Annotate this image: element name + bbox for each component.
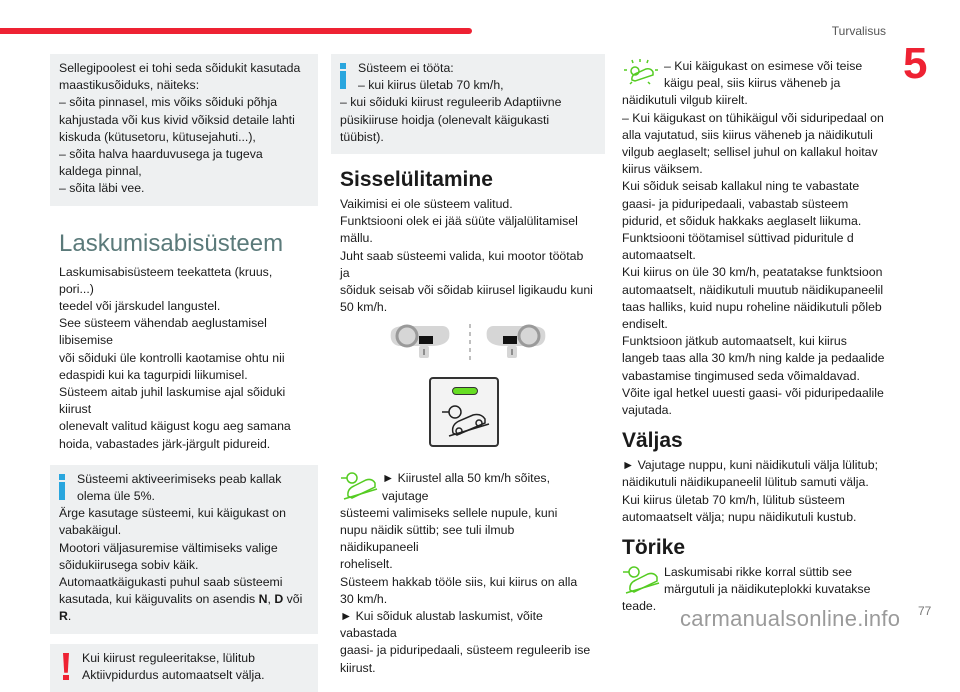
text-line: R. bbox=[59, 609, 72, 624]
column-3 bbox=[622, 54, 886, 616]
text-line: Süsteem aitab juhil laskumise ajal sõiduki kiirust bbox=[59, 385, 286, 417]
text-line: sõidukiirusega sobiv käik. bbox=[59, 557, 199, 572]
text-line: 50 km/h. bbox=[340, 300, 388, 315]
text-line: See süsteem vähendab aeglustamisel libisemise bbox=[59, 316, 267, 348]
text-line: – sõita läbi vee. bbox=[59, 181, 145, 196]
text-line: Mootori väljasuremise vältimiseks valige bbox=[59, 540, 278, 555]
text-line: Funktsioon jätkub automaatselt, kui kiirus bbox=[622, 334, 847, 349]
text-line: Kui kiirust reguleeritakse, lülitub bbox=[82, 650, 255, 665]
text-line: Süsteem ei tööta: bbox=[358, 61, 454, 75]
text-line: ► Vajutage nuppu, kuni näidikutuli välja lülitub; bbox=[622, 458, 878, 473]
switch-off-paragraph bbox=[622, 457, 886, 526]
text-line: Ärge kasutage süsteemi, kui käigukast on bbox=[59, 506, 286, 521]
text-line: püsikiiruse hoidja (olenevalt käigukasti bbox=[340, 112, 550, 127]
text-line: mällu. bbox=[340, 231, 373, 246]
text-line: kiirust. bbox=[340, 660, 376, 675]
text-line: vabakäigul. bbox=[59, 523, 122, 538]
flashing-behaviour bbox=[622, 58, 886, 419]
text-line: Laskumisabisüsteem teekatteta (kruus, pori...) bbox=[59, 264, 273, 296]
text-line: Aktiivpidurdus automaatselt välja. bbox=[82, 667, 265, 682]
dashboard-button-illustration bbox=[331, 320, 605, 470]
text-line: – kui kiirus ületab 70 km/h, bbox=[358, 78, 504, 93]
watermark: carmanualsonline.info bbox=[680, 606, 901, 631]
info-icon bbox=[59, 474, 65, 500]
text-line: gaasi- ja piduripedaali, süsteem reguleerib ise bbox=[340, 643, 591, 658]
text-line: tüübist). bbox=[340, 129, 384, 144]
text-line: kiirus väiksem. bbox=[622, 162, 703, 177]
text-line: endiselt. bbox=[622, 317, 668, 332]
text-line: teade. bbox=[622, 599, 657, 614]
hill-descent-car-icon bbox=[441, 403, 491, 437]
text-line: märgutuli ja näidikuteplokki kuvatakse bbox=[664, 582, 871, 597]
text-line: hoida, vabastades järk-järgult pidureid. bbox=[59, 436, 271, 451]
text-line: – sõita pinnasel, mis võiks sõiduki põhja bbox=[59, 95, 278, 110]
hill-descent-green-icon bbox=[340, 470, 378, 500]
text-line: sõiduk seisab või sõidab kiirusel ligikaudu kuni bbox=[340, 283, 593, 298]
text-line: edaspidi kui ka tagurpidi liikumisel. bbox=[59, 367, 248, 382]
text-line: Juht saab süsteemi valida, kui mootor töötab ja bbox=[340, 248, 584, 280]
text-line: – Kui käigukast on tühikäigul või siduripedaal on bbox=[622, 110, 884, 125]
chapter-accent-bar bbox=[0, 28, 472, 34]
section-title: Turvalisus bbox=[831, 24, 886, 38]
heading-sisselulitamine: Sisselülitamine bbox=[340, 168, 493, 192]
text-line: olema üle 5%. bbox=[77, 489, 155, 504]
text-line: Süsteemi aktiveerimiseks peab kallak bbox=[77, 471, 282, 486]
text-line: roheliselt. bbox=[340, 557, 393, 572]
text-line: süsteemi valimiseks sellele nupule, kuni bbox=[340, 505, 558, 520]
text-line: automaatselt välja; nupu näidikutuli kustub. bbox=[622, 509, 857, 524]
text-line: – Kui käigukast on esimese või teise bbox=[664, 59, 863, 73]
text-line: kiskuda (kütusetoru, kütusejahuti...), bbox=[59, 129, 256, 144]
switch-on-paragraph bbox=[331, 196, 605, 316]
text-line: kahjustada või kus kivid võiksid detaile lahti bbox=[59, 112, 295, 127]
warning-icon bbox=[62, 653, 70, 681]
text-line: Kui sõiduk seisab kallakul ning te vabastate bbox=[622, 179, 860, 194]
text-line: pidurid, et sõiduk hakkaks aeglaselt liikuma. bbox=[622, 213, 862, 228]
heading-valjas: Väljas bbox=[622, 429, 683, 453]
text-line: kasutada, kui käiguvalits on asendis N, D või bbox=[59, 592, 303, 607]
text-line: kaldega pinnal, bbox=[59, 164, 142, 179]
text-line: gaasi- ja piduripedaali, vabastab süsteem bbox=[622, 196, 849, 211]
text-line: Funktsiooni olek ei jää süüte väljalülitamisel bbox=[340, 214, 578, 229]
text-line: teedel või järskudel langustel. bbox=[59, 299, 221, 314]
text-line: 30 km/h. bbox=[340, 591, 388, 606]
text-line: – sõita halva haarduvusega ja tugeva bbox=[59, 147, 263, 162]
text-line: Sellegipoolest ei tohi seda sõidukit kasutada bbox=[59, 61, 301, 75]
text-line: ► Kiirustel alla 50 km/h sõites, vajutage bbox=[382, 471, 550, 503]
text-line: vilgub aeglaselt; sellisel juhul on kallakul hoitav bbox=[622, 145, 878, 160]
text-line: Süsteem hakkab tööle siis, kui kiirus on alla bbox=[340, 574, 578, 589]
text-line: käigu peal, siis kiirus väheneb ja bbox=[664, 76, 841, 91]
column-1 bbox=[50, 54, 318, 692]
warning-box bbox=[50, 644, 318, 692]
info-icon bbox=[340, 63, 346, 89]
chapter-number: 5 bbox=[903, 39, 928, 88]
text-line: või sõiduki üle kontrolli kaotamise ohtu nii bbox=[59, 350, 285, 365]
info-box-activation bbox=[50, 465, 318, 634]
heading-toorike: Törike bbox=[622, 536, 686, 560]
text-line: taas halliks, kuid nupu roheline näidikutuli põleb bbox=[622, 299, 882, 314]
intro-paragraph bbox=[50, 264, 318, 453]
text-line: näidikutuli vilgub kiirelt. bbox=[622, 93, 748, 108]
text-line: Kui kiirus on üle 30 km/h, peatatakse funktsioon bbox=[622, 265, 883, 280]
heading-laskumisabisusteem: Laskumisabisüsteem bbox=[59, 229, 284, 257]
text-line: automaatselt, näidikutuli muutub näidikupaneelil bbox=[622, 282, 884, 297]
text-line: ► Kui sõiduk alustab laskumist, võite vabastada bbox=[340, 609, 543, 641]
hill-descent-button bbox=[429, 377, 499, 447]
text-line: nupu näidik süttib; see tuli ilmub näidikupaneeli bbox=[340, 523, 515, 555]
text-line: automaatselt. bbox=[622, 248, 696, 263]
text-line: Kui kiirus ületab 70 km/h, lülitub süsteem bbox=[622, 492, 845, 507]
text-line: maastikusõiduks, näiteks: bbox=[59, 78, 200, 93]
text-line: vajutada. bbox=[622, 403, 672, 418]
column-2 bbox=[331, 54, 605, 677]
hill-descent-fault-icon bbox=[622, 564, 660, 594]
text-line: näidikutuli näidikupaneelil lülitub samuti välja. bbox=[622, 475, 869, 490]
text-line: vabastamise tingimused seda võimaldavad. bbox=[622, 368, 860, 383]
text-line: alla vajutatud, siis kiirus väheneb ja näidikutuli bbox=[622, 127, 873, 142]
text-line: Automaatkäigukasti puhul saab süsteemi bbox=[59, 575, 283, 590]
page-number: 77 bbox=[918, 604, 932, 618]
dashboard-layout-icon bbox=[331, 320, 605, 376]
text-line: Võite igal hetkel uuesti gaasi- või piduripedaalile bbox=[622, 385, 884, 400]
info-box-not-working bbox=[331, 54, 605, 154]
activation-steps bbox=[331, 470, 605, 676]
hill-descent-flashing-icon bbox=[622, 58, 660, 88]
text-line: langeb taas alla 30 km/h ning kalde ja pedaalide bbox=[622, 351, 885, 366]
text-line: – kui sõiduki kiirust reguleerib Adaptiivne bbox=[340, 95, 562, 110]
offroad-note-box bbox=[50, 54, 318, 206]
text-line: Laskumisabi rikke korral süttib see bbox=[664, 565, 852, 580]
green-led-indicator bbox=[452, 387, 478, 395]
text-line: Vaikimisi ei ole süsteem valitud. bbox=[340, 197, 513, 212]
text-line: Funktsiooni töötamisel süttivad piduritule d bbox=[622, 231, 854, 246]
text-line: olenevalt valitud käigust kogu aeg samana bbox=[59, 419, 291, 434]
